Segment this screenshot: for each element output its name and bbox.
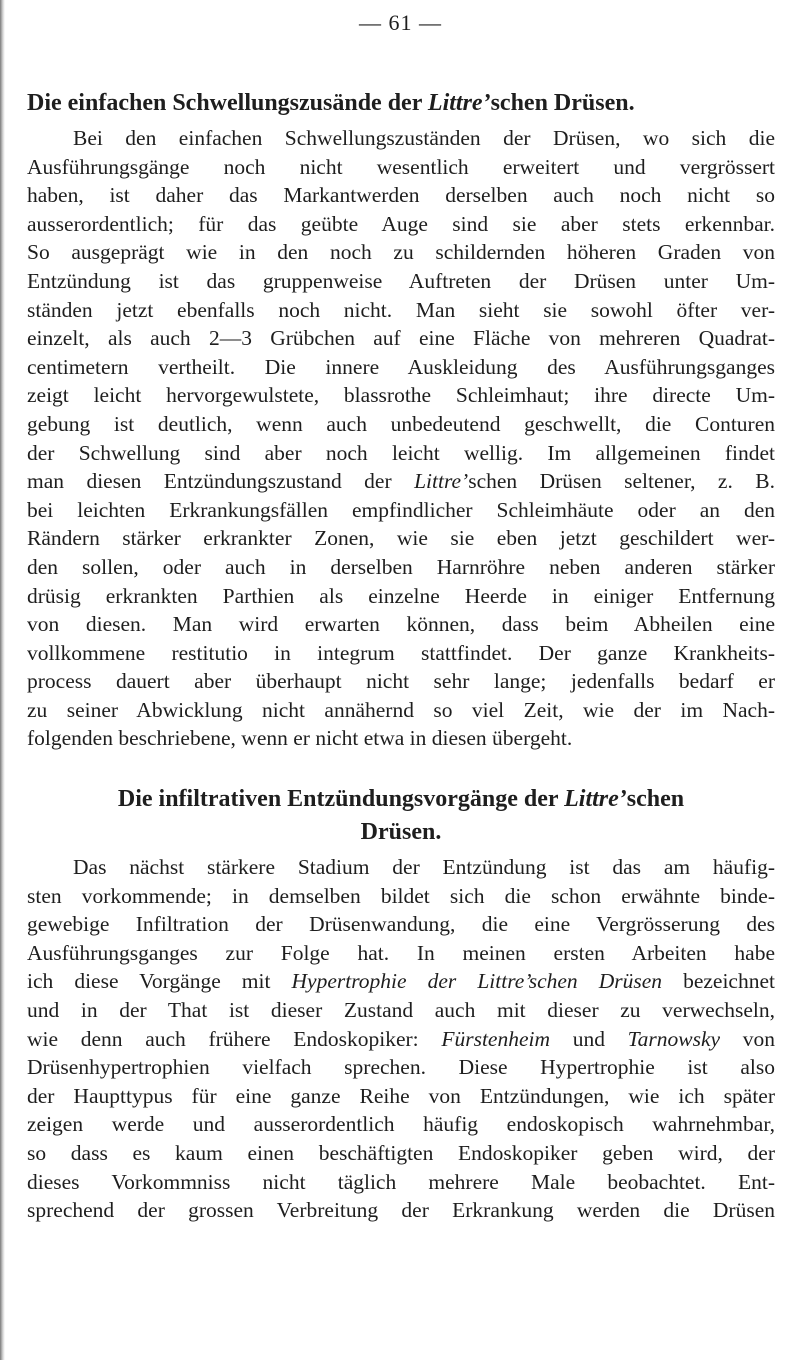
text-fragment: schen Drüsen seltener, z. B. bbox=[468, 469, 775, 494]
text-line: Ausführungsgänge noch nicht wesentlich erweitert und vergrössert bbox=[27, 154, 775, 179]
page-number: — 61 — bbox=[359, 10, 442, 35]
text-line bbox=[27, 967, 775, 996]
text-line: so dass es kaum einen beschäftigten Endoskopiker geben wird, der bbox=[27, 1141, 775, 1165]
text-line: ausserordentlich; für das geübte Auge sind sie aber stets erkennbar. bbox=[27, 211, 775, 236]
heading-text-pre: Die einfachen Schwellungszusände der bbox=[27, 90, 428, 116]
text-line: gewebige Infiltration der Drüsenwandung, die eine Vergrösserung des bbox=[27, 912, 775, 937]
text-line: zeigen werde und ausserordentlich häufig endoskopisch wahrnehmbar, bbox=[27, 1112, 775, 1137]
paragraph-einfache-schwellung bbox=[27, 124, 775, 753]
page-content bbox=[27, 87, 775, 1225]
text-line: Das nächst stärkere Stadium der Entzündung ist das am häufig- bbox=[73, 855, 775, 880]
text-line: Entzündung ist das gruppenweise Auftreten der Drüsen unter Um- bbox=[27, 268, 775, 293]
text-line: zu seiner Abwicklung nicht annähernd so viel Zeit, wie der im Nach- bbox=[27, 697, 775, 722]
text-line: dieses Vorkommniss nicht täglich mehrere Male beobachtet. Ent- bbox=[27, 1169, 775, 1194]
section-gap bbox=[27, 753, 775, 783]
text-line bbox=[27, 1025, 775, 1054]
text-line: ständen jetzt ebenfalls noch nicht. Man sieht sie sowohl öfter ver- bbox=[27, 297, 775, 322]
text-line: einzelt, als auch 2—3 Grübchen auf eine Fläche von mehreren Quadrat- bbox=[27, 326, 775, 351]
text-line: process dauert aber überhaupt nicht sehr lange; jedenfalls bedarf er bbox=[27, 669, 775, 694]
page-edge-shadow bbox=[0, 0, 5, 1360]
text-line: drüsig erkrankten Parthien als einzelne Heerde in einiger Entfernung bbox=[27, 583, 775, 608]
text-fragment: man diesen Entzündungszustand der bbox=[27, 469, 415, 494]
heading-text-post: schen Drüsen. bbox=[490, 90, 635, 116]
text-line: zeigt leicht hervorgewulstete, blassrothe Schleimhaut; ihre directe Um- bbox=[27, 383, 775, 408]
term-hypertrophie: Hypertrophie der Littre’schen Drüsen bbox=[291, 969, 663, 994]
text-line: gebung ist deutlich, wenn auch unbedeutend geschwellt, die Conturen bbox=[27, 411, 775, 436]
text-fragment: bezeichnet bbox=[662, 969, 775, 994]
heading-name-littre: Littre’ bbox=[564, 786, 627, 813]
text-line: So ausgeprägt wie in den noch zu schildernden höheren Graden von bbox=[27, 240, 775, 265]
text-fragment: und bbox=[550, 1026, 628, 1051]
text-line: von diesen. Man wird erwarten können, dass beim Abheilen eine bbox=[27, 612, 775, 637]
text-line: vollkommene restitutio in integrum stattfindet. Der ganze Krankheits- bbox=[27, 640, 775, 665]
heading-text-line2: Drüsen. bbox=[360, 819, 442, 846]
text-line: sten vorkommende; in demselben bildet sich die schon erwähnte binde- bbox=[27, 883, 775, 908]
text-fragment: von bbox=[720, 1026, 776, 1051]
text-line: sprechend der grossen Verbreitung der Erkrankung werden die Drüsen bbox=[27, 1198, 775, 1223]
heading-text-pre: Die infiltrativen Entzündungsvorgänge der bbox=[117, 786, 565, 813]
text-line: haben, ist daher das Markantwerden derselben auch noch nicht so bbox=[27, 183, 775, 208]
heading-name-littre: Littre’ bbox=[427, 90, 491, 116]
text-fragment: wie denn auch frühere Endoskopiker: bbox=[27, 1026, 442, 1051]
paragraph-infiltrative-entzuendung bbox=[27, 853, 775, 1225]
text-line bbox=[27, 467, 775, 496]
text-line: Ausführungsganges zur Folge hat. In meinen ersten Arbeiten habe bbox=[27, 940, 775, 965]
text-line: folgenden beschriebene, wenn er nicht etwa in diesen übergeht. bbox=[27, 726, 573, 751]
text-line: Bei den einfachen Schwellungszuständen der Drüsen, wo sich die bbox=[73, 126, 775, 150]
text-line: bei leichten Erkrankungsfällen empfindlicher Schleimhäute oder an den bbox=[27, 497, 775, 522]
heading-text-post: schen bbox=[626, 786, 685, 813]
text-line: der Schwellung sind aber noch leicht wellig. Im allgemeinen findet bbox=[27, 440, 775, 465]
text-line: den sollen, oder auch in derselben Harnröhre neben anderen stärker bbox=[27, 554, 775, 579]
name-fuerstenheim: Fürstenheim bbox=[441, 1026, 551, 1051]
text-line: centimetern vertheilt. Die innere Auskleidung des Ausführungsganges bbox=[27, 354, 775, 379]
text-line: und in der That ist dieser Zustand auch mit dieser zu verwechseln, bbox=[27, 998, 775, 1023]
text-fragment: ich diese Vorgänge mit bbox=[27, 969, 292, 994]
name-littre: Littre’ bbox=[414, 469, 469, 494]
text-line: Drüsenhypertrophien vielfach sprechen. Diese Hypertrophie ist also bbox=[27, 1055, 775, 1080]
name-tarnowsky: Tarnowsky bbox=[627, 1026, 721, 1051]
text-line: Rändern stärker erkrankter Zonen, wie sie eben jetzt geschildert wer- bbox=[27, 526, 775, 551]
text-line: der Haupttypus für eine ganze Reihe von Entzündungen, wie ich später bbox=[27, 1083, 775, 1108]
section-heading-einfache-schwellung bbox=[27, 87, 775, 120]
section-heading-infiltrative-entzuendung bbox=[27, 783, 775, 849]
